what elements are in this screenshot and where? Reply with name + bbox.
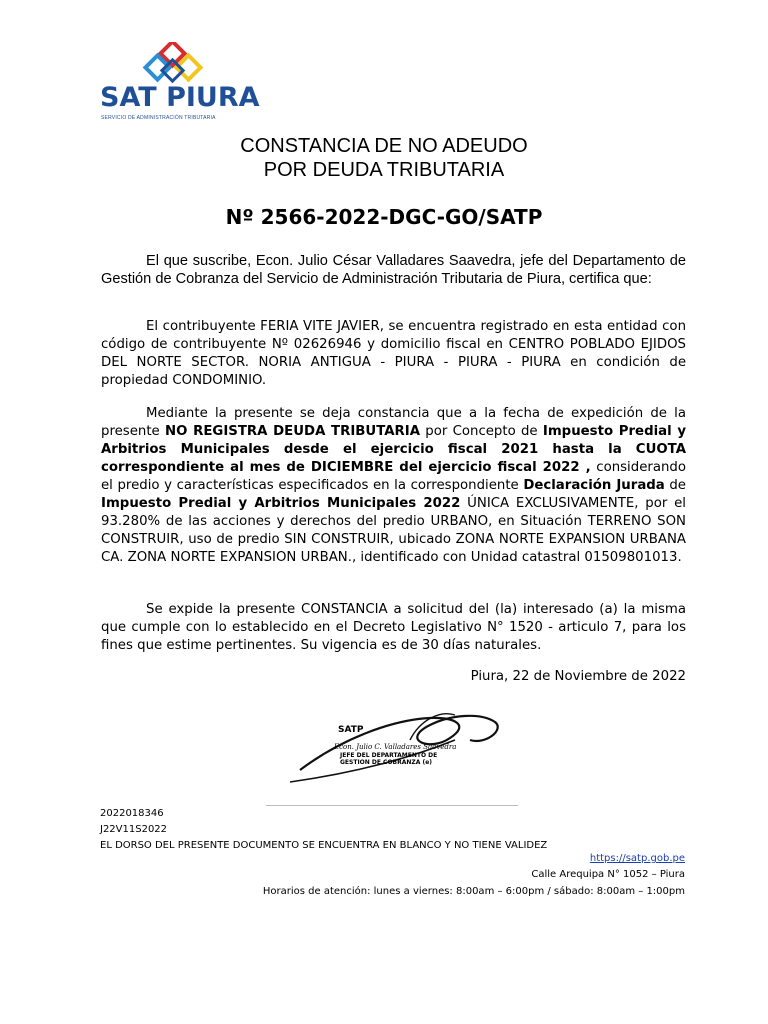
paragraph-certification [101, 405, 686, 567]
sat-piura-logo [100, 42, 260, 122]
p3-g: de [664, 478, 686, 493]
stamp-name: Econ. Julio C. Valladares Saavedra [334, 743, 457, 751]
document-title [0, 134, 768, 182]
diamond-logo-icon [142, 42, 212, 84]
paragraph-taxpayer: El contribuyente FERIA VITE JAVIER, se encuentra registrado en esta entidad con código de contribuyente Nº 02626946 y domicilio fiscal en CENTRO POBLADO EJIDOS DEL NORTE SECTOR. NORIA ANTIGUA - PIURA - PIURA - PIURA en condición de propiedad CONDOMINIO. [101, 319, 686, 388]
logo-subtitle: SERVICIO DE ADMINISTRACIÓN TRIBUTARIA [101, 115, 216, 121]
stamp-role-2: GESTION DE COBRANZA (e) [340, 759, 433, 766]
website-link[interactable]: https://satp.gob.pe [589, 853, 685, 864]
logo-text: SAT PIURA [100, 82, 260, 113]
office-address: Calle Arequipa N° 1052 – Piura [531, 869, 685, 880]
p3-declaration: Declaración Jurada [523, 478, 665, 493]
p3-tax-concept: Impuesto Predial y Arbitrios Municipales desde el ejercicio fiscal 2021 hasta la CUOTA correspondiente al mes de DICIEMBRE del ejercicio fiscal 2022 , [101, 424, 687, 475]
document-code-1: 2022018346 [100, 808, 164, 819]
p3-no-debt: NO REGISTRA DEUDA TRIBUTARIA [165, 424, 421, 439]
paragraph-signatory: El que suscribe, Econ. Julio César Valladares Saavedra, jefe del Departamento de Gestión de Cobranza del Servicio de Administración Tributaria de Piura, certifica que: [101, 253, 686, 287]
document-code-2: J22V11S2022 [100, 824, 168, 835]
p3-c: por Concepto de [420, 424, 543, 439]
p3-i: ÚNICA EXCLUSIVAMENTE, por el 93.280% de las acciones y derechos del predio URBANO, en Situación TERRENO SON CONSTRUIR, uso de predio SIN CONSTRUIR, ubicado ZONA NORTE EXPANSION URBANA CA. ZONA NORTE EXPANSION URBAN., identificado con Unidad catastral 01509801013. [101, 496, 686, 565]
title-line-2: POR DEUDA TRIBUTARIA [263, 159, 505, 181]
office-hours: Horarios de atención: lunes a viernes: 8:00am – 6:00pm / sábado: 8:00am – 1:00pm [262, 886, 685, 897]
signature-line [266, 805, 518, 806]
signature-stamp [280, 700, 520, 800]
title-line-1: CONSTANCIA DE NO ADEUDO [240, 135, 528, 157]
reverse-notice: EL DORSO DEL PRESENTE DOCUMENTO SE ENCUENTRA EN BLANCO Y NO TIENE VALIDEZ [100, 840, 548, 851]
p3-e: considerando el predio y características especificados en la correspondiente [101, 460, 686, 493]
paragraph-validity: Se expide la presente CONSTANCIA a solicitud del (la) interesado (a) la misma que cumple con lo establecido en el Decreto Legislativo N° 1520 - articulo 7, para los fines que estime pertinentes. Su vigencia es de 30 días naturales. [101, 602, 686, 653]
p3-a: Mediante la presente se deja constancia que a la fecha de expedición de la presente [101, 406, 686, 439]
stamp-org: SATP [338, 725, 364, 735]
issue-date: Piura, 22 de Noviembre de 2022 [470, 669, 686, 684]
p3-tax-2022: Impuesto Predial y Arbitrios Municipales 2022 [101, 496, 461, 511]
stamp-role-1: JEFE DEL DEPARTAMENTO DE [340, 752, 438, 759]
document-number: Nº 2566-2022-DGC-GO/SATP [225, 205, 543, 229]
